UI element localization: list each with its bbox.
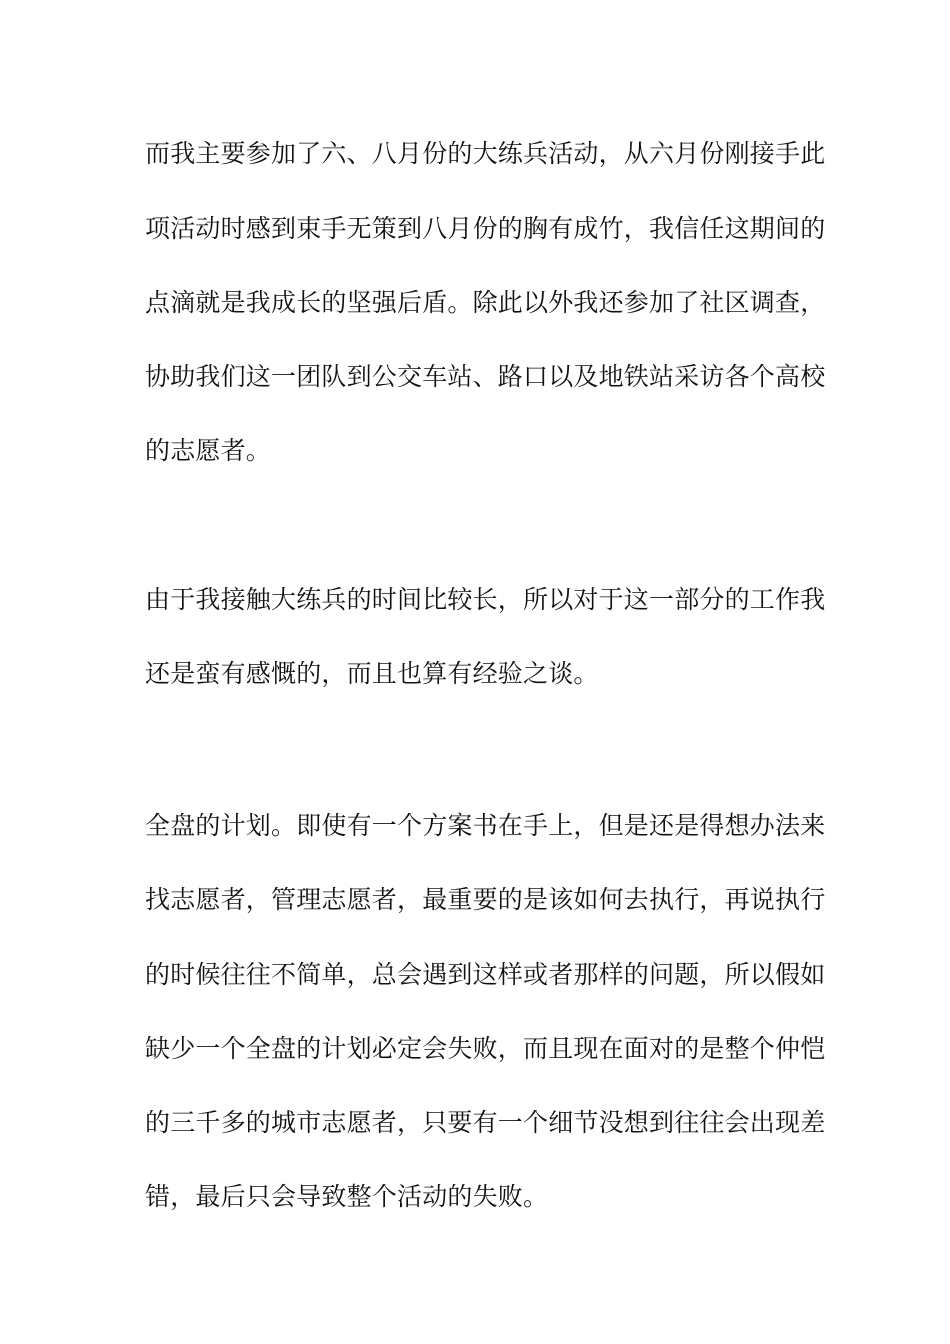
paragraph-line: 缺少一个全盘的计划必定会失败，而且现在面对的是整个仲恺 <box>145 1034 826 1063</box>
paragraph-line: 项活动时感到束手无策到八月份的胸有成竹，我信任这期间的 <box>145 214 826 243</box>
paragraph-line: 的时候往往不简单，总会遇到这样或者那样的问题，所以假如 <box>145 960 826 989</box>
paragraph-line: 找志愿者，管理志愿者，最重要的是该如何去执行，再说执行 <box>145 885 826 914</box>
paragraph-line: 还是蛮有感慨的，而且也算有经验之谈。 <box>145 659 599 688</box>
paragraph-line: 点滴就是我成长的坚强后盾。除此以外我还参加了社区调查， <box>145 288 826 317</box>
paragraph-line: 全盘的计划。即使有一个方案书在手上，但是还是得想办法来 <box>145 811 826 840</box>
paragraph-line: 错，最后只会导致整个活动的失败。 <box>145 1182 549 1211</box>
paragraph-line: 协助我们这一团队到公交车站、路口以及地铁站采访各个高校 <box>145 362 826 391</box>
paragraph-line: 而我主要参加了六、八月份的大练兵活动，从六月份刚接手此 <box>145 139 826 168</box>
paragraph-line: 的三千多的城市志愿者，只要有一个细节没想到往往会出现差 <box>145 1108 826 1137</box>
paragraph-line: 由于我接触大练兵的时间比较长，所以对于这一部分的工作我 <box>145 585 826 614</box>
paragraph-line: 的志愿者。 <box>145 436 272 465</box>
